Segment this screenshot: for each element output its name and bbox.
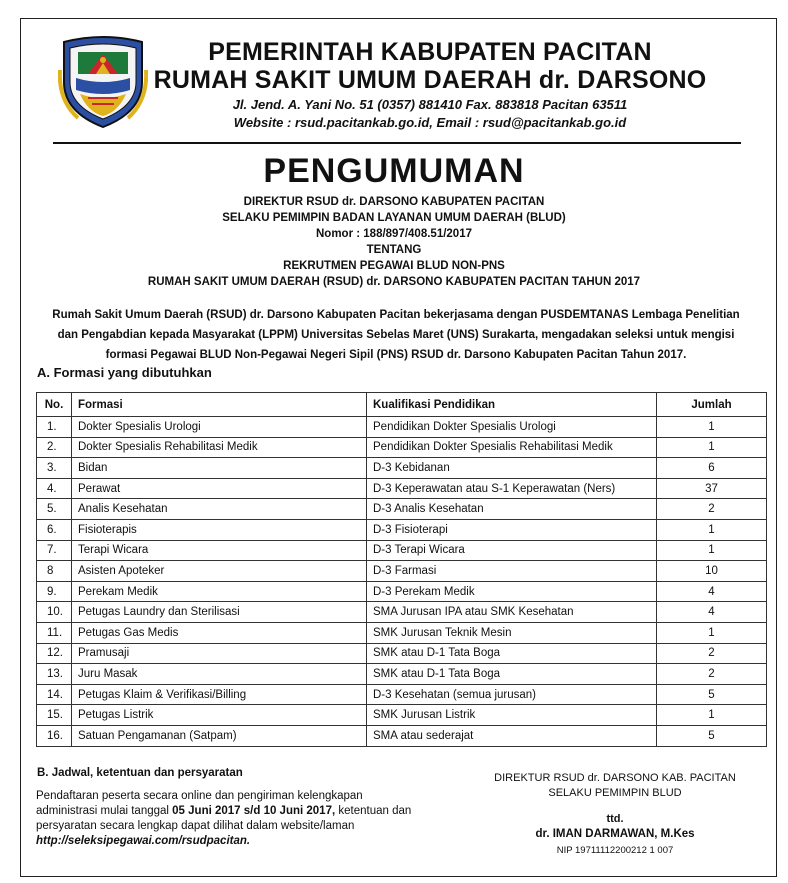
cell-jumlah: 37 (657, 478, 767, 499)
cell-formasi: Analis Kesehatan (72, 499, 367, 520)
subheading-tentang: TENTANG (366, 244, 422, 256)
cell-formasi: Petugas Gas Medis (72, 622, 367, 643)
subheading-director: DIREKTUR RSUD dr. DARSONO KABUPATEN PACITAN (243, 196, 545, 208)
cell-no: 8 (37, 561, 72, 582)
col-header-formasi: Formasi (72, 393, 367, 417)
org-address: Jl. Jend. A. Yani No. 51 (0357) 881410 Fax. 883818 Pacitan 63511 (232, 97, 628, 112)
cell-jumlah: 6 (657, 458, 767, 479)
table-row (37, 581, 767, 602)
cell-no: 1. (37, 417, 72, 438)
cell-formasi: Perawat (72, 478, 367, 499)
table-row (37, 499, 767, 520)
cell-formasi: Asisten Apoteker (72, 561, 367, 582)
cell-no: 13. (37, 664, 72, 685)
cell-kualifikasi: SMA atau sederajat (367, 725, 657, 746)
section-b-text: administrasi mulai tanggal (36, 805, 173, 817)
cell-formasi: Dokter Spesialis Rehabilitasi Medik (72, 437, 367, 458)
cell-no: 6. (37, 519, 72, 540)
section-b-line (36, 804, 456, 819)
intro-paragraph (40, 305, 752, 365)
cell-no: 10. (37, 602, 72, 623)
cell-jumlah: 1 (657, 417, 767, 438)
cell-kualifikasi: D-3 Analis Kesehatan (367, 499, 657, 520)
table-row (37, 437, 767, 458)
cell-no: 14. (37, 684, 72, 705)
subheading-number: Nomor : 188/897/408.51/2017 (316, 228, 472, 240)
formasi-table (36, 392, 767, 747)
col-header-jumlah: Jumlah (657, 393, 767, 417)
section-b-text: ketentuan dan (335, 805, 412, 817)
table-row (37, 622, 767, 643)
table-row (37, 458, 767, 479)
cell-formasi: Bidan (72, 458, 367, 479)
cell-kualifikasi: D-3 Farmasi (367, 561, 657, 582)
cell-jumlah: 10 (657, 561, 767, 582)
cell-jumlah: 4 (657, 602, 767, 623)
table-row (37, 417, 767, 438)
cell-kualifikasi: SMK Jurusan Teknik Mesin (367, 622, 657, 643)
table-header-row (37, 393, 767, 417)
col-header-kualifikasi: Kualifikasi Pendidikan (367, 393, 657, 417)
table-row (37, 540, 767, 561)
cell-kualifikasi: D-3 Kebidanan (367, 458, 657, 479)
cell-jumlah: 1 (657, 705, 767, 726)
org-name-line1: PEMERINTAH KABUPATEN PACITAN (208, 38, 652, 66)
cell-kualifikasi: D-3 Perekam Medik (367, 581, 657, 602)
table-row (37, 519, 767, 540)
org-name-line2: RUMAH SAKIT UMUM DAERAH dr. DARSONO (153, 66, 707, 94)
cell-kualifikasi: Pendidikan Dokter Spesialis Urologi (367, 417, 657, 438)
cell-jumlah: 1 (657, 437, 767, 458)
cell-formasi: Dokter Spesialis Urologi (72, 417, 367, 438)
cell-formasi: Petugas Laundry dan Sterilisasi (72, 602, 367, 623)
cell-kualifikasi: D-3 Keperawatan atau S-1 Keperawatan (Ners) (367, 478, 657, 499)
cell-jumlah: 1 (657, 622, 767, 643)
signature-name: dr. IMAN DARMAWAN, M.Kes (535, 828, 695, 840)
intro-line: Rumah Sakit Umum Daerah (RSUD) dr. Darsono Kabupaten Pacitan bekerjasama dengan PUSDEMTANAS Lembaga Penelitian (52, 309, 740, 321)
cell-formasi: Pramusaji (72, 643, 367, 664)
cell-no: 11. (37, 622, 72, 643)
cell-formasi: Satuan Pengamanan (Satpam) (72, 725, 367, 746)
cell-formasi: Fisioterapis (72, 519, 367, 540)
cell-kualifikasi: D-3 Kesehatan (semua jurusan) (367, 684, 657, 705)
cell-jumlah: 5 (657, 725, 767, 746)
subheading-subject: REKRUTMEN PEGAWAI BLUD NON-PNS (283, 260, 505, 272)
cell-no: 7. (37, 540, 72, 561)
cell-jumlah: 5 (657, 684, 767, 705)
table-row (37, 684, 767, 705)
cell-jumlah: 1 (657, 519, 767, 540)
registration-dates: 05 Juni 2017 s/d 10 Juni 2017, (172, 805, 336, 817)
signature-nip: NIP 19711112200212 1 007 (556, 845, 674, 856)
cell-kualifikasi: SMA Jurusan IPA atau SMK Kesehatan (367, 602, 657, 623)
intro-line: formasi Pegawai BLUD Non-Pegawai Negeri Sipil (PNS) RSUD dr. Darsono Kabupaten Pacitan Tahun 2017. (105, 349, 687, 361)
table-row (37, 478, 767, 499)
cell-formasi: Juru Masak (72, 664, 367, 685)
org-contact: Website : rsud.pacitankab.go.id, Email : rsud@pacitankab.go.id (233, 115, 627, 130)
cell-no: 4. (37, 478, 72, 499)
regency-coat-of-arms-logo (58, 30, 148, 130)
cell-jumlah: 4 (657, 581, 767, 602)
cell-kualifikasi: SMK atau D-1 Tata Boga (367, 664, 657, 685)
cell-no: 15. (37, 705, 72, 726)
col-header-no: No. (37, 393, 72, 417)
cell-formasi: Petugas Listrik (72, 705, 367, 726)
cell-jumlah: 2 (657, 643, 767, 664)
section-b-body (36, 789, 456, 849)
table-row (37, 643, 767, 664)
cell-kualifikasi: SMK Jurusan Listrik (367, 705, 657, 726)
cell-no: 16. (37, 725, 72, 746)
cell-no: 12. (37, 643, 72, 664)
section-b-line: persyaratan secara lengkap dapat dilihat dalam website/laman (36, 820, 355, 832)
signature-ttd: ttd. (606, 813, 624, 825)
cell-kualifikasi: D-3 Fisioterapi (367, 519, 657, 540)
table-row (37, 725, 767, 746)
cell-jumlah: 1 (657, 540, 767, 561)
intro-line: dan Pengabdian kepada Masyarakat (LPPM) Universitas Sebelas Maret (UNS) Surakarta, mengadakan seleksi untuk mengisi (57, 329, 735, 341)
subheading-blud: SELAKU PEMIMPIN BADAN LAYANAN UMUM DAERAH (BLUD) (222, 212, 566, 224)
signature-title-line1: DIREKTUR RSUD dr. DARSONO KAB. PACITAN (494, 772, 736, 784)
cell-formasi: Perekam Medik (72, 581, 367, 602)
cell-no: 9. (37, 581, 72, 602)
cell-formasi: Petugas Klaim & Verifikasi/Billing (72, 684, 367, 705)
cell-kualifikasi: SMK atau D-1 Tata Boga (367, 643, 657, 664)
section-b-title: B. Jadwal, ketentuan dan persyaratan (37, 767, 243, 779)
cell-formasi: Terapi Wicara (72, 540, 367, 561)
cell-no: 5. (37, 499, 72, 520)
announcement-title: PENGUMUMAN (263, 152, 525, 190)
cell-jumlah: 2 (657, 664, 767, 685)
cell-jumlah: 2 (657, 499, 767, 520)
table-row (37, 705, 767, 726)
table-row (37, 664, 767, 685)
section-b-line: Pendaftaran peserta secara online dan pengiriman kelengkapan (36, 790, 363, 802)
header-divider (53, 142, 741, 144)
table-row (37, 602, 767, 623)
table-row (37, 561, 767, 582)
signature-title-line2: SELAKU PEMIMPIN BLUD (548, 787, 682, 799)
cell-kualifikasi: Pendidikan Dokter Spesialis Rehabilitasi Medik (367, 437, 657, 458)
subheading-hospital: RUMAH SAKIT UMUM DAERAH (RSUD) dr. DARSONO KABUPATEN PACITAN TAHUN 2017 (147, 276, 641, 288)
cell-kualifikasi: D-3 Terapi Wicara (367, 540, 657, 561)
cell-no: 3. (37, 458, 72, 479)
section-a-title: A. Formasi yang dibutuhkan (37, 365, 212, 380)
registration-website-link[interactable]: http://seleksipegawai.com/rsudpacitan. (36, 835, 251, 847)
cell-no: 2. (37, 437, 72, 458)
